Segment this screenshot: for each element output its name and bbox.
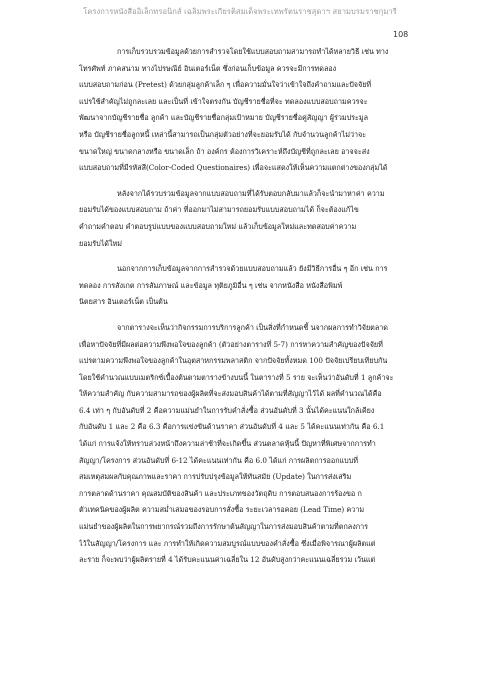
document-body [79, 44, 405, 578]
text-line: สัญญา/โครงการ ส่วนอันดับที่ 6-12 ได้คะแนนเท่ากัน คือ 6.0 ได้แก่ การผลิตการออกแบบที่ [79, 455, 359, 465]
text-line: หรือ บัญชีรายชื่อลูกหนี้ เหล่านี้สามารถเป็นกลุ่มตัวอย่างที่จะยอมรับได้ กับจำนวนลูกค้าไม่ว่าจะ [79, 129, 367, 139]
text-line: แบบสอบถามก่อน (Pretest) ด้วยกลุ่มลูกค้าเล็ก ๆ เพื่อความมั่นใจว่าเข้าใจถึงคำถามและปัจจัยที่ [79, 80, 372, 90]
text-line: ยอมรับได้ของแบบสอบถาม ถ้าค่า ที่ออกมาไม่สามารถยอมรับแบบสอบถามได้ ก็จะต้องแก้ไข [79, 205, 359, 215]
text-line: สมเหตุสมผลกับคุณภาพและราคา การปรับปรุงข้อมูลให้ทันสมัย (Update) ในการส่งเสริม [79, 472, 352, 482]
text-line: การเก็บรวบรวมข้อมูลด้วยการสำรวจโดยใช้แบบสอบถามสามารถทำได้หลายวิธี เช่น ทาง [117, 47, 389, 56]
text-line: หลังจากได้รวบรวมข้อมูลจากแบบสอบถามที่ได้รับตอบกลับมาแล้วก็จะนำมาหาค่า ความ [117, 188, 385, 198]
paragraph-survey-methods [79, 44, 405, 177]
text-line: นิตยสาร อินเตอร์เน็ต เป็นต้น [79, 297, 168, 307]
text-line: ยอมรับได้ใหม่ [79, 238, 122, 248]
text-line: แปรใช้สำคัญไม่ถูกละเลย และเป็นที่ เข้าใจตรงกัน บัญชีรายชื่อที่จะ ทดลองแบบสอบถามควรจะ [79, 96, 368, 106]
text-line: นอกจากการเก็บข้อมูลจากการสำรวจด้วยแบบสอบถามแล้ว ยังมีวิธีการอื่น ๆ อีก เช่น การ [117, 264, 388, 274]
text-line: ตัวเทคนิคของผู้ผลิต ความสม่ำเสมอของรอบการสั่งซื้อ ระยะเวลารอคอย (Lead Time) ความ [79, 505, 365, 515]
page-number: 108 [393, 30, 409, 39]
text-line: โทรศัพท์ ภาคสนาม ทางไปรษณีย์ อินเตอร์เน็ต ซึ่งก่อนเก็บข้อมูล ควรจะมีการทดลอง [79, 63, 337, 73]
paragraph-other-methods [79, 261, 405, 311]
text-line: โดยใช้คำนวณแบบเมตริกซ์เบื้องต้นตามตารางข้างบนนี้ ในตารางที่ 5 ราย จะเห็นว่าอันดับที่ 1 ลูกค้าจะ [79, 372, 394, 382]
running-header: โครงการหนังสืออิเล็กทรอนิกส์ เฉลิมพระเกียรติสมเด็จพระเทพรัตนราชสุดาฯ สยามบรมราชกุมารี [83, 7, 397, 16]
text-line: คำถามคำตอบ คำตอบรูปแบบของแบบสอบถามใหม่ แล้วเก็บข้อมูลใหม่และทดสอบค่าความ [79, 221, 357, 231]
text-line: แม่นยำของผู้ผลิตในการพยากรณ์รวมถึงการรักษาต้นสัญญาในการส่งมอบสินค้าตามที่ตกลงการ [79, 522, 368, 532]
text-line: ได้แก่ การแจ้งให้ทราบล่วงหน้าถึงความล่าช้าที่จะเกิดขึ้น ส่วนตลาดหุ้นนี้ ปัญหาที่พิเศษจากการทำ [79, 439, 376, 449]
text-line: เพื่อหาปัจจัยที่มีผลต่อความพึงพอใจของลูกค้า (ตัวอย่างตารางที่ 5-7) การหาความสำคัญของปัจจัยที่ [79, 339, 383, 349]
paragraph-reliability [79, 186, 405, 252]
text-line: 6.4 เท่า ๆ กับอันดับที่ 2 คือความแม่นยำในการรับคำสั่งซื้อ ส่วนอันดับที่ 3 นั้นได้คะแนนใกล้เคียง [79, 405, 375, 415]
text-line: พัฒนาจากบัญชีรายชื่อ ลูกค้า และบัญชีรายชื่อกลุ่มเป้าหมาย บัญชีรายชื่อคู่สัญญา ผู้ร่วมประมูล [79, 113, 369, 123]
text-line: ขนาดใหญ่ ขนาดกลางหรือ ขนาดเล็ก ถ้า องค์กร ต้องการวิเคราะห์ถึงบัญชีที่ถูกละเลย อาจจะส่ง [79, 146, 370, 156]
text-line: ให้ความสำคัญ กับความสามารถของผู้ผลิตที่จะส่งมอบสินค้าได้ตามที่สัญญาไว้ได้ ผลที่คำนวณได้คือ [79, 389, 382, 399]
text-line: แบบสอบถามที่มีรหัสสี(Color-Coded Questionaires) เพื่อจะแสดงให้เห็นความแตกต่างของกลุ่มได้ [79, 163, 388, 173]
text-line: แปรตามความพึงพอใจของลูกค้าในอุตสาหกรรมพลาสติก จากปัจจัยทั้งหมด 100 ปัจจัยเปรียบเทียบกัน [79, 356, 388, 366]
text-line: ไว้ในสัญญา/โครงการ และ การทำให้เกิดความสมบูรณ์แบบของคำสั่งซื้อ ซึ่งเมื่อพิจารณาผู้ผลิตแต่ [79, 538, 376, 548]
text-line: ละราย ก็จะพบว่าผู้ผลิตรายที่ 4 ได้รับคะแนนค่าเฉลี่ยใน 12 อันดับสูงกว่าคะแนนเฉลี่ยรวม เว้นแต่ [79, 555, 376, 565]
text-line: กับอันดับ 1 และ 2 คือ 6.3 คือการแข่งขันด้านราคา ส่วนอันดับที่ 4 และ 5 ได้คะแนนเท่ากัน คือ 6.1 [79, 422, 385, 432]
text-line: ทดลอง การสังเกต การสัมภาษณ์ และข้อมูล ทุติยภูมิอื่น ๆ เช่น จากหนังสือ หนังสือพิมพ์ [79, 280, 343, 290]
text-line: จากตารางจะเห็นว่ากิจกรรมการบริการลูกค้า เป็นสิ่งที่กำหนดชี้ นจากผลการทำวิจัยตลาด [117, 322, 388, 332]
paragraph-table-analysis [79, 320, 405, 569]
text-line: การตลาดด้านราคา คุณสมบัติของสินค้า และประเภทของวัตถุดิบ การตอบสนองการร้องขอ ก [79, 488, 362, 498]
